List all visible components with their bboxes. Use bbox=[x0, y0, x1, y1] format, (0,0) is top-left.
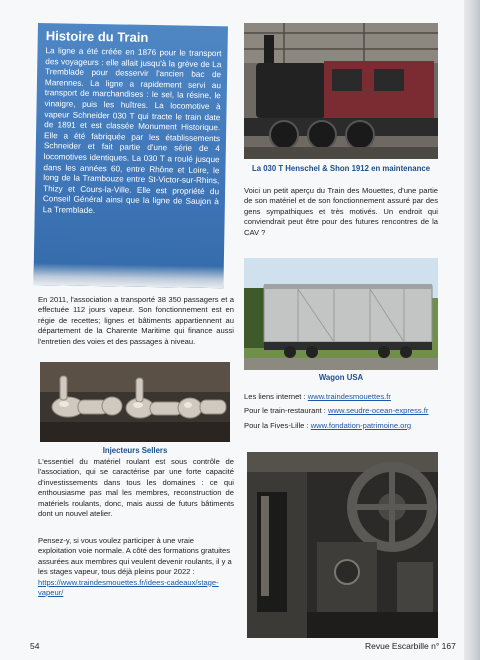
page-number: 54 bbox=[30, 641, 40, 651]
torn-paper-edge bbox=[33, 263, 223, 288]
wagon-caption: Wagon USA bbox=[318, 373, 364, 382]
injecteurs-caption: Injecteurs Sellers bbox=[102, 446, 168, 455]
stages-paragraph bbox=[38, 536, 234, 598]
link-label: Pour la Fives-Lille : bbox=[244, 420, 311, 430]
link-row bbox=[244, 392, 440, 402]
stage-vapeur-link[interactable]: https://www.traindesmouettes.fr/idees-cadeaux/stage-vapeur/ bbox=[38, 577, 219, 598]
seudre-ocean-express-link[interactable]: www.seudre-ocean-express.fr bbox=[328, 406, 429, 416]
association-paragraph: En 2011, l'association a transporté 38 350 passagers et a effectuée 112 jours vapeur. Son fonctionnement est en régie de recettes; lignes et bâtiments appartiennent au département de la Charente Maritime qui finance aussi l'entretien des voies et des passages à niveau. bbox=[38, 295, 234, 346]
magazine-footer: Revue Escarbille n° 167 bbox=[365, 641, 456, 651]
apercu-paragraph: Voici un petit aperçu du Train des Mouettes, d'une partie de son matériel et de son fonctionnement assuré par des gens sympathiques et très motivés. Un endroit qui conviendrait peut être pour des futures rencontres de la CAV ? bbox=[244, 186, 438, 237]
locomotive-caption: La 030 T Henschel & Shon 1912 en maintenance bbox=[251, 164, 431, 173]
histoire-title: Histoire du Train bbox=[45, 28, 149, 45]
fondation-patrimoine-link[interactable]: www.fondation-patrimoine.org bbox=[310, 420, 412, 430]
links-block bbox=[244, 392, 440, 435]
stages-text: Pensez-y, si vous voulez participer à une vraie exploitation voie normale. A côté des formations gratuites assurées aux membres qui veulent devenir roulants, il y a les stages vapeur, tous déjà pleins pour 2022 : bbox=[38, 536, 232, 577]
link-row bbox=[244, 406, 440, 416]
cab-photo bbox=[247, 452, 438, 638]
link-row bbox=[244, 421, 440, 431]
link-label: Pour le train-restaurant : bbox=[244, 406, 328, 416]
histoire-box bbox=[33, 23, 228, 288]
histoire-body: La ligne a été créée en 1876 pour le transport des voyageurs : elle allait jusqu'à la grève de La Tremblade pour desservir l'ancien bac de Marennes. La ligne a rapidement servi au transport de marchandises : le sel, la résine, le vinaigre, puis les huîtres. La locomotive à vapeur Schneider 030 T qui tracte le train date de 1891 et est classée Monument Historique. Elle a été fabriquée par les établissements Schneider et fait partie d'une série de 4 locomotives identiques. La 030 T a roulé jusque dans les années 60, entre Rhône et Loire, le long de la Trambouze entre St-Victor-sur-Rhins, Thizy et Cours-la-Ville. Elle est propriété du Conseil Général ainsi que la ligne de Saujon à La Tremblade. bbox=[42, 46, 222, 215]
wagon-photo bbox=[244, 258, 438, 370]
link-label: Les liens internet : bbox=[244, 392, 308, 401]
page-spine bbox=[464, 0, 480, 660]
injecteurs-photo bbox=[40, 362, 230, 442]
traindesmouettes-link[interactable]: www.traindesmouettes.fr bbox=[307, 392, 391, 401]
locomotive-photo bbox=[244, 23, 438, 159]
materiel-paragraph: L'essentiel du matériel roulant est sous contrôle de l'association, qui se caractérise par une forte capacité d'investissements dans tous les domaines : ce qui enthousiasme pas mal les membres, reconstruction de matériels roulants, donc, mais aussi de futurs bâtiments dont un nouvel atelier. bbox=[38, 457, 234, 519]
